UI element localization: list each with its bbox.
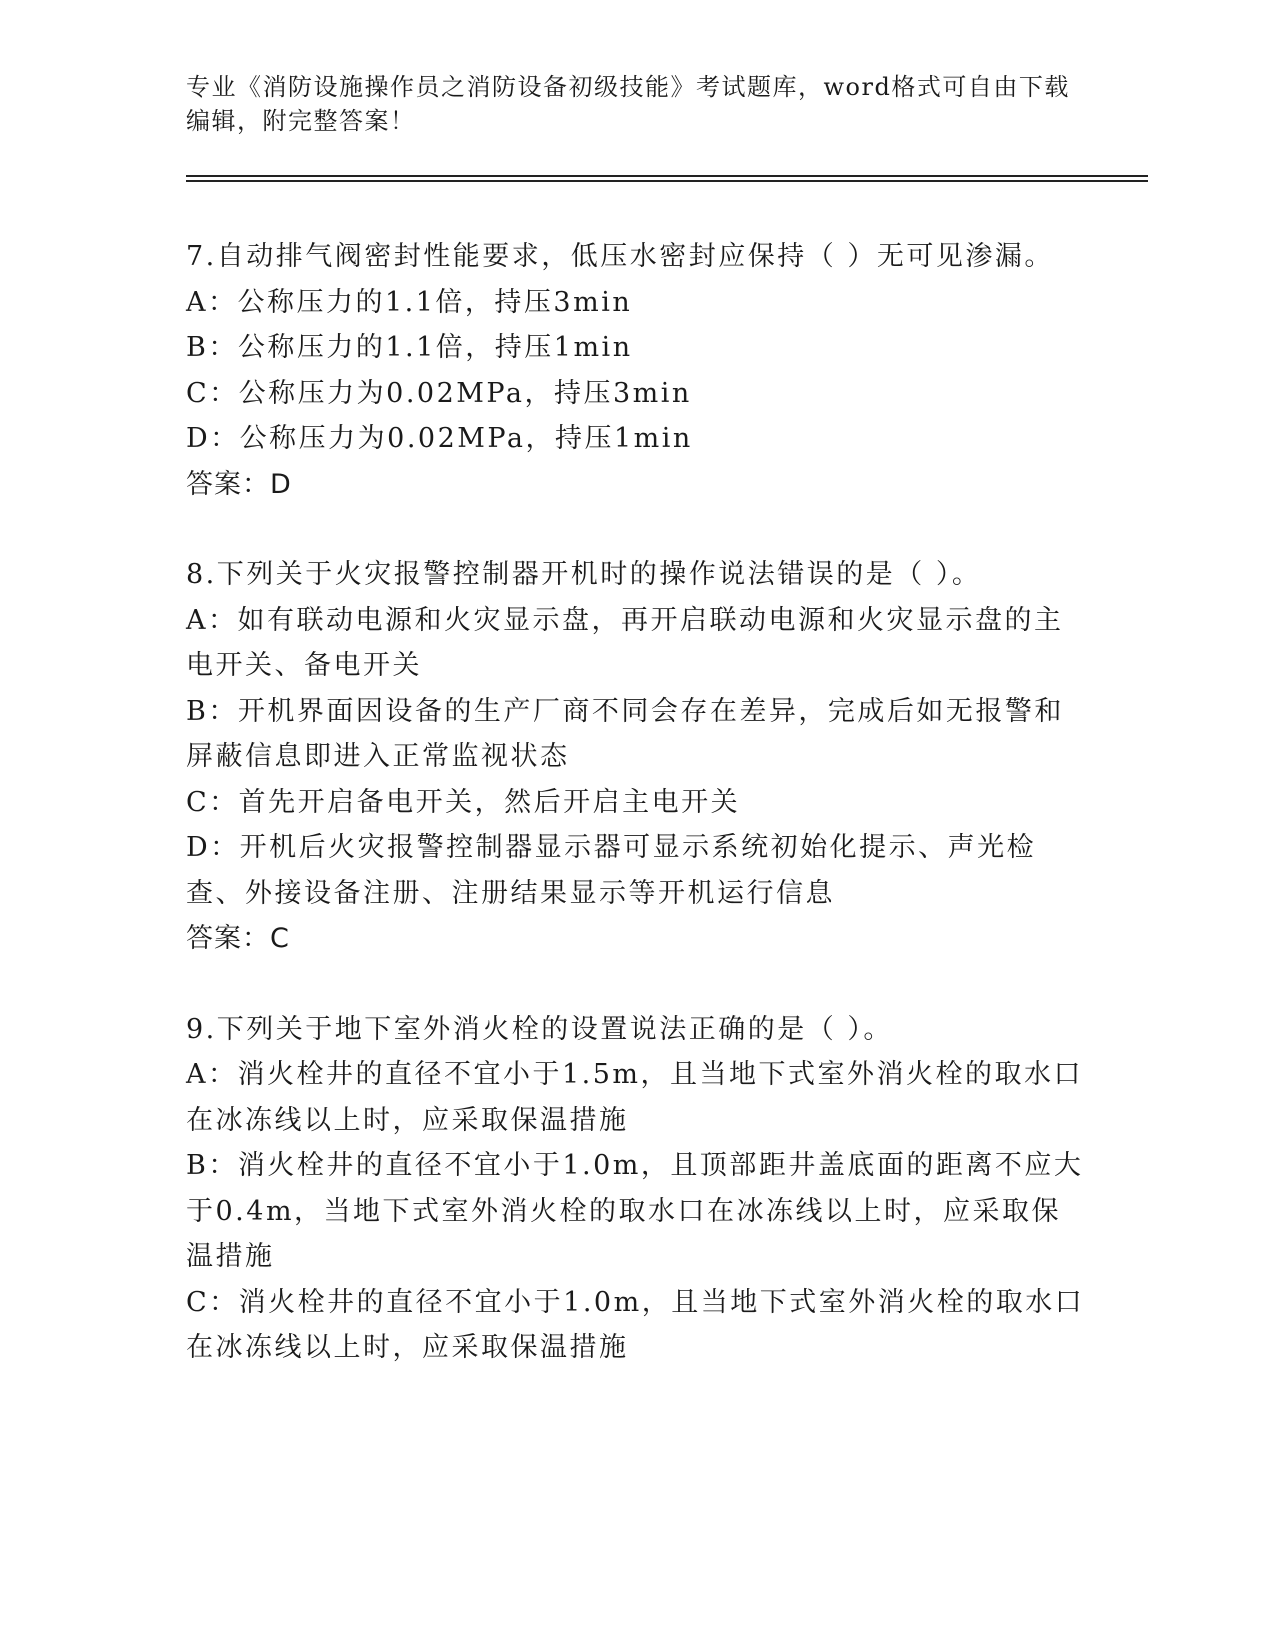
option-b: B：公称压力的1.1倍，持压1min bbox=[186, 332, 633, 363]
option-c: C：公称压力为0.02MPa，持压3min bbox=[186, 377, 692, 409]
question-stem: 7.自动排气阀密封性能要求，低压水密封应保持（ ）无可见渗漏。 bbox=[186, 241, 1054, 272]
option-b: B：开机界面因设备的生产厂商不同会存在差异，完成后如无报警和屏蔽信息即进入正常监视状态 bbox=[186, 695, 1064, 772]
question-9 bbox=[186, 1007, 1086, 1371]
question-list bbox=[186, 234, 1086, 1416]
option-c: C：首先开启备电开关，然后开启主电开关 bbox=[186, 786, 741, 818]
question-stem: 9.下列关于地下室外消火栓的设置说法正确的是（ ）。 bbox=[186, 1013, 893, 1045]
header-divider-bottom bbox=[186, 180, 1148, 182]
question-7 bbox=[186, 234, 1086, 507]
option-b: B：消火栓井的直径不宜小于1.0m，且顶部距井盖底面的距离不应大于0.4m，当地下式室外消火栓的取水口在冰冻线以上时，应采取保温措施 bbox=[186, 1150, 1084, 1272]
document-header: 专业《消防设施操作员之消防设备初级技能》考试题库，word格式可自由下载编辑，附完整答案！ bbox=[186, 73, 1070, 135]
question-stem: 8.下列关于火灾报警控制器开机时的操作说法错误的是（ ）。 bbox=[186, 559, 982, 590]
option-d: D：开机后火灾报警控制器显示器可显示系统初始化提示、声光检查、外接设备注册、注册结果显示等开机运行信息 bbox=[186, 832, 1037, 909]
option-a: A：消火栓井的直径不宜小于1.5m，且当地下式室外消火栓的取水口在冰冻线以上时，应采取保温措施 bbox=[186, 1059, 1084, 1136]
option-c: C：消火栓井的直径不宜小于1.0m，且当地下式室外消火栓的取水口在冰冻线以上时，应采取保温措施 bbox=[186, 1286, 1085, 1363]
option-a: A：如有联动电源和火灾显示盘，再开启联动电源和火灾显示盘的主电开关、备电开关 bbox=[186, 604, 1064, 681]
option-a: A：公称压力的1.1倍，持压3min bbox=[186, 286, 633, 318]
option-d: D：公称压力为0.02MPa，持压1min bbox=[186, 423, 693, 454]
answer-label: 答案：D bbox=[186, 468, 292, 500]
answer-label: 答案：C bbox=[186, 923, 290, 954]
header-divider-top bbox=[186, 175, 1148, 177]
question-8 bbox=[186, 552, 1086, 962]
